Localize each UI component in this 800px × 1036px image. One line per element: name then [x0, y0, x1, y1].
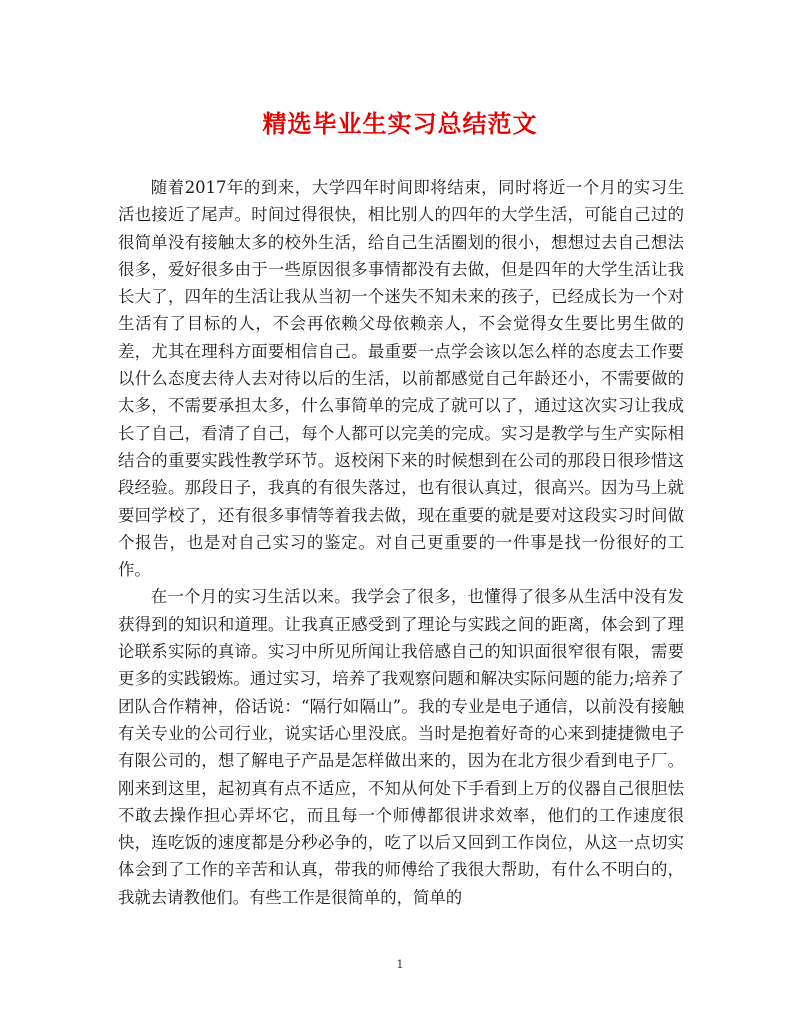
- body-paragraph-2: 在一个月的实习生活以来。我学会了很多，也懂得了很多从生活中没有发获得到的知识和道理。让我真正感受到了理论与实践之间的距离，体会到了理论联系实际的真谛。实习中所见所闻让我倍感自己的知识面很窄很有限，需要更多的实践锻炼。通过实习，培养了我观察问题和解决实际问题的能力;培养了团队合作精神，俗话说：“隔行如隔山”。我的专业是电子通信，以前没有接触有关专业的公司行业，说实话心里没底。当时是抱着好奇的心来到捷捷微电子有限公司的，想了解电子产品是怎样做出来的，因为在北方很少看到电子厂。刚来到这里，起初真有点不适应，不知从何处下手看到上万的仪器自己很胆怯不敢去操作担心弄坏它，而且每一个师傅都很讲求效率，他们的工作速度很快，连吃饭的速度都是分秒必争的，吃了以后又回到工作岗位，从这一点切实体会到了工作的辛苦和认真，带我的师傅给了我很大帮助，有什么不明白的，我就去请教他们。有些工作是很简单的，简单的: [118, 587, 684, 907]
- document-body: [118, 174, 684, 911]
- body-paragraph-1: 随着2017年的到来，大学四年时间即将结束，同时将近一个月的实习生活也接近了尾声。时间过得很快，相比别人的四年的大学生活，可能自己过的很简单没有接触太多的校外生活，给自己生活圈划的很小，想想过去自己想法很多，爱好很多由于一些原因很多事情都没有去做，但是四年的大学生活让我长大了，四年的生活让我从当初一个迷失不知未来的孩子，已经成长为一个对生活有了目标的人，不会再依赖父母依赖亲人，不会觉得女生要比男生做的差，尤其在理科方面要相信自己。最重要一点学会该以怎么样的态度去工作要以什么态度去待人去对待以后的生活，以前都感觉自己年龄还小，不需要做的太多，不需要承担太多，什么事简单的完成了就可以了，通过这次实习让我成长了自己，看清了自己，每个人都可以完美的完成。实习是教学与生产实际相结合的重要实践性教学环节。返校闲下来的时候想到在公司的那段日很珍惜这段经验。那段日子，我真的有很失落过，也有很认真过，很高兴。因为马上就要回学校了，还有很多事情等着我去做，现在重要的就是要对这段实习时间做个报告，也是对自己实习的鉴定。对自己更重要的一件事是找一份很好的工作。: [118, 178, 684, 580]
- page-number: 1: [396, 958, 404, 971]
- document-title: 精选毕业生实习总结范文: [262, 109, 538, 138]
